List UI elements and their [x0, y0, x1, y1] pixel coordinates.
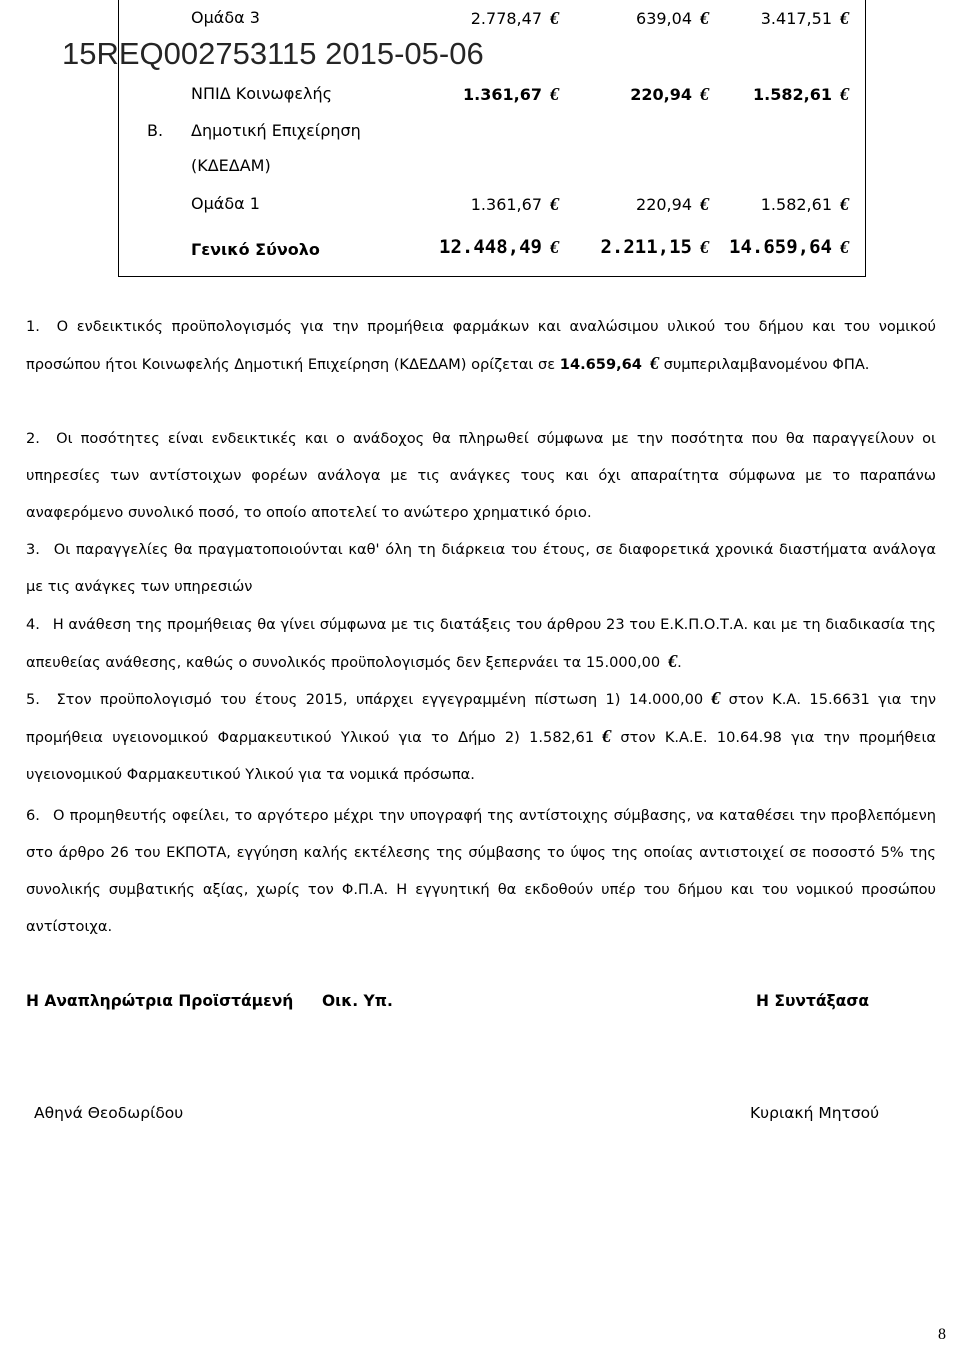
- total-v3: 14.659,64 €: [729, 236, 849, 258]
- signature-right-title: Η Συντάξασα: [756, 992, 870, 1010]
- group1-v2: 220,94 €: [636, 194, 709, 214]
- section-b-marker: Β.: [147, 121, 164, 140]
- paragraph-number: 2.: [26, 430, 40, 447]
- euro-icon: €: [550, 8, 559, 28]
- euro-icon: €: [840, 237, 849, 257]
- euro-icon: €: [700, 84, 709, 104]
- paragraph-number: 3.: [26, 541, 40, 558]
- euro-icon: €: [550, 194, 559, 214]
- euro-icon: €: [711, 688, 721, 708]
- euro-icon: €: [700, 194, 709, 214]
- total-v2: 2.211,15 €: [600, 236, 709, 258]
- signature-left-name: Αθηνά Θεοδωρίδου: [34, 1104, 184, 1122]
- total-label: Γενικό Σύνολο: [191, 240, 320, 259]
- section-b-label1: Δημοτική Επιχείρηση: [191, 121, 361, 140]
- amount: 14.659,64: [559, 356, 642, 373]
- group1-v1: 1.361,67 €: [470, 194, 559, 214]
- euro-icon: €: [700, 8, 709, 28]
- paragraph-2: 2. Οι ποσότητες είναι ενδεικτικές και ο ανάδοχος θα πληρωθεί σύμφωνα με την ποσότητα που θα παραγγείλουν οι υπηρεσίες των αντίστοιχων φορέων ανάλογα με τις ανάγκες τους και όχι απαραίτητα σύμφωνα με το παραπάνω αναφερόμενο συνολικό ποσό, το οποίο αποτελεί το ανώτερο χρηματικό όριο.: [26, 420, 936, 531]
- npid-v3: 1.582,61 €: [753, 84, 849, 104]
- euro-icon: €: [840, 8, 849, 28]
- paragraph-6: 6. Ο προμηθευτής οφείλει, το αργότερο μέχρι την υπογραφή της αντίστοιχης σύμβασης, να καταθέσει την προβλεπόμενη στο άρθρο 26 του ΕΚΠΟΤΑ, εγγύηση καλής εκτέλεσης της σύμβασης το ύψος της οποίας αντιστοιχεί σε ποσοστό 5% της συνολικής συμβατικής αξίας, χωρίς τον Φ.Π.Α. Η εγγυητική θα εκδοθούν υπέρ του δήμου και του νομικού προσώπου αντίστοιχα.: [26, 797, 936, 945]
- paragraph-number: 5.: [26, 691, 40, 708]
- group1-label: Ομάδα 1: [191, 194, 260, 213]
- signature-right-name: Κυριακή Μητσού: [750, 1104, 880, 1122]
- group3-v2: 639,04 €: [636, 8, 709, 28]
- paragraph-3: 3. Οι παραγγελίες θα πραγματοποιούνται καθ' όλη τη διάρκεια του έτους, σε διαφορετικά χρονικά διαστήματα ανάλογα με τις ανάγκες των υπηρεσιών: [26, 531, 936, 605]
- euro-icon: €: [649, 353, 659, 373]
- euro-icon: €: [840, 194, 849, 214]
- signature-mid-title: Οικ. Υπ.: [322, 992, 393, 1010]
- euro-icon: €: [700, 237, 709, 257]
- paragraph-5: 5. Στον προϋπολογισμό του έτους 2015, υπάρχει εγγεγραμμένη πίστωση 1) 14.000,00 € στον Κ.Α. 15.6631 για την προμήθεια υγειονομικού Φαρμακευτικού Υλικού για το Δήμο 2) 1.582,61 € στον Κ.Α.Ε. 10.64.98 για την προμήθεια υγειονομικού Φαρμακευτικού Υλικού για τα νομικά πρόσωπα.: [26, 680, 936, 793]
- paragraph-number: 4.: [26, 616, 40, 633]
- group1-v3: 1.582,61 €: [760, 194, 849, 214]
- page-number: 8: [938, 1326, 946, 1343]
- euro-icon: €: [550, 237, 559, 257]
- paragraph-4: 4. Η ανάθεση της προμήθειας θα γίνει σύμφωνα με τις διατάξεις του άρθρου 23 του Ε.Κ.Π.Ο.Τ.Α. και με τη διαδικασία της απευθείας ανάθεσης, καθώς ο συνολικός προϋπολογισμός δεν ξεπερνάει τα 15.000,00 €.: [26, 606, 936, 681]
- paragraph-1: 1. Ο ενδεικτικός προϋπολογισμός για την προμήθεια φαρμάκων και αναλώσιμου υλικού του δήμου και του νομικού προσώπου ήτοι Κοινωφελής Δημοτική Επιχείρηση (ΚΔΕΔΑΜ) ορίζεται σε 14.659,64 € συμπεριλαμβανομένου ΦΠΑ.: [26, 308, 936, 383]
- group3-v1: 2.778,47 €: [470, 8, 559, 28]
- group3-label: Ομάδα 3: [191, 8, 260, 27]
- paragraph-number: 1.: [26, 318, 40, 335]
- euro-icon: €: [840, 84, 849, 104]
- euro-icon: €: [668, 651, 678, 671]
- npid-v1: 1.361,67 €: [463, 84, 559, 104]
- signature-left-title: Η Αναπληρώτρια Προϊστάμενή: [26, 992, 294, 1010]
- total-v1: 12.448,49 €: [439, 236, 559, 258]
- npid-label: ΝΠΙΔ Κοινωφελής: [191, 84, 332, 103]
- group3-v3: 3.417,51 €: [760, 8, 849, 28]
- section-b-label2: (ΚΔΕΔΑΜ): [191, 156, 271, 175]
- npid-v2: 220,94 €: [630, 84, 709, 104]
- euro-icon: €: [602, 726, 612, 746]
- document-id-watermark: 15REQ002753115 2015-05-06: [62, 36, 484, 71]
- paragraph-number: 6.: [26, 807, 40, 824]
- euro-icon: €: [550, 84, 559, 104]
